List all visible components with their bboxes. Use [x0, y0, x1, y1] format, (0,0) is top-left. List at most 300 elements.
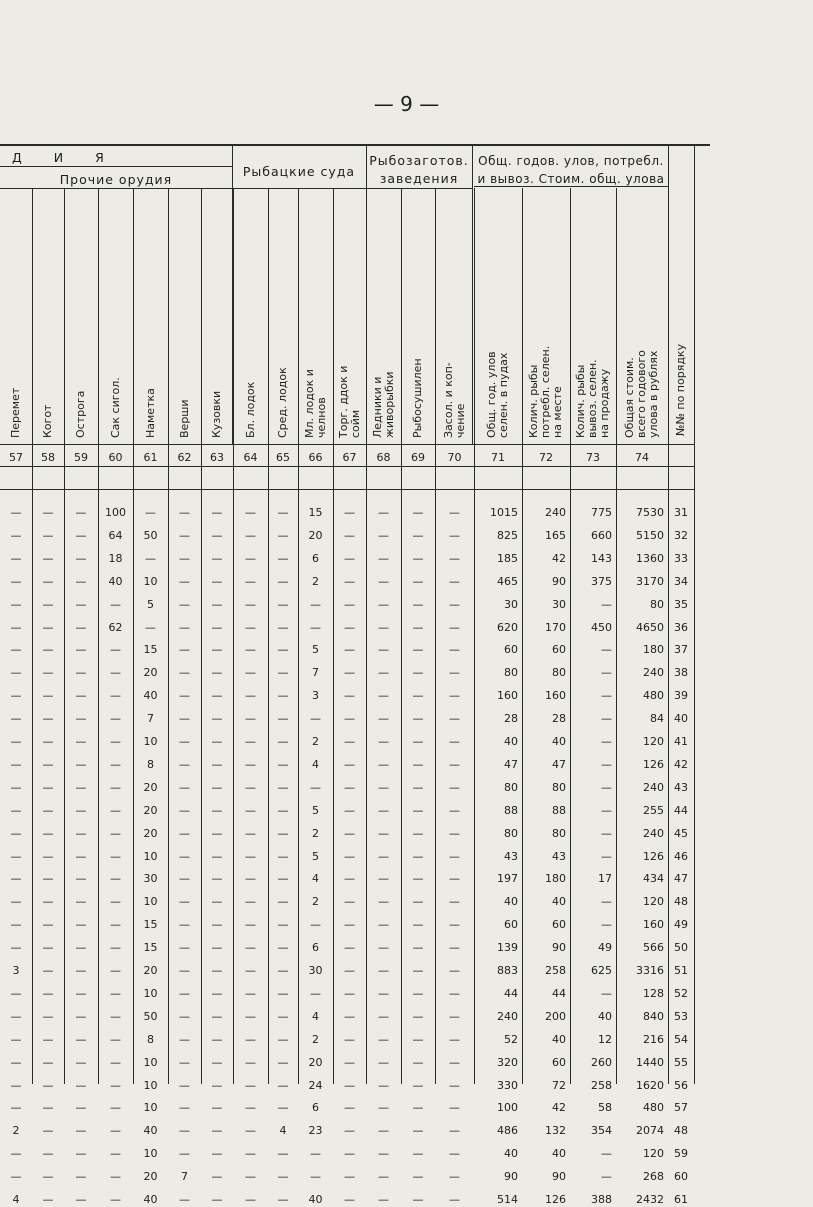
table-cell: — [412, 964, 424, 977]
table-cell: — [344, 620, 355, 634]
table-cell: — [10, 712, 22, 726]
table-cell: 90 [552, 574, 566, 588]
table-cell: — [10, 689, 22, 703]
table-cell: — [110, 1055, 121, 1069]
table-cell: — [412, 918, 424, 932]
table-cell: — [310, 712, 321, 726]
table-cell: 180 [545, 872, 566, 886]
table-cell: — [10, 803, 22, 817]
table-cell: — [179, 1055, 190, 1069]
table-cell: — [245, 1124, 256, 1138]
table-cell: 4 [12, 1193, 20, 1206]
table-cell: — [245, 1032, 256, 1046]
table-cell: — [75, 826, 87, 840]
table-cell: — [449, 1078, 460, 1092]
table-cell: — [344, 1078, 355, 1092]
column-number: 74 [635, 451, 649, 464]
table-cell: 120 [643, 1147, 664, 1161]
table-cell: — [42, 895, 54, 909]
table-cell: 90 [504, 1170, 518, 1184]
table-cell: — [42, 849, 54, 863]
table-cell: 4 [312, 872, 319, 886]
table-cell: — [75, 551, 87, 565]
table-cell: — [245, 643, 256, 657]
table-cell: — [110, 849, 121, 863]
table-cell: — [277, 712, 289, 726]
table-cell: — [378, 551, 389, 565]
table-cell: 566 [643, 941, 664, 955]
table-cell: 883 [497, 964, 518, 977]
table-cell: — [449, 1170, 460, 1184]
table-cell: — [110, 1193, 121, 1206]
table-cell: 170 [545, 620, 566, 634]
table-cell: — [378, 803, 389, 817]
table-cell: 126 [643, 757, 664, 771]
table-cell: 354 [591, 1124, 612, 1138]
table-cell: — [412, 803, 424, 817]
table-cell: 50 [143, 528, 158, 542]
column-number: 64 [243, 451, 258, 464]
table-cell: — [75, 918, 87, 932]
table-cell: 320 [497, 1055, 518, 1069]
column-header: Перемет [9, 387, 22, 438]
group-header-prochie-orudiya: Прочие орудия [59, 172, 173, 187]
table-cell: — [344, 1032, 355, 1046]
table-cell: — [378, 712, 389, 726]
table-cell: 20 [143, 826, 158, 840]
table-cell: — [110, 735, 121, 748]
table-cell: — [245, 826, 256, 840]
table-cell: — [601, 803, 612, 817]
table-cell: — [179, 666, 190, 680]
column-number: 58 [41, 451, 55, 464]
table-cell: — [449, 528, 460, 542]
column-number: 57 [9, 451, 23, 464]
column-number: 62 [177, 451, 192, 464]
table-cell: 12 [598, 1032, 612, 1046]
table-cell: — [277, 849, 289, 863]
table-cell: 216 [643, 1032, 664, 1046]
table-cell: — [179, 986, 190, 1000]
column-header: Острога [74, 390, 87, 438]
table-cell: — [378, 895, 389, 909]
table-cell: — [10, 528, 22, 542]
table-cell: — [10, 1170, 22, 1184]
table-cell: — [310, 597, 321, 611]
column-number: 71 [491, 451, 505, 464]
table-cell: 60 [552, 643, 566, 657]
table-cell: 1620 [636, 1078, 664, 1092]
table-cell: — [10, 986, 22, 1000]
table-cell: — [179, 643, 190, 657]
table-cell: — [179, 689, 190, 703]
table-cell: 40 [598, 1009, 612, 1023]
table-cell: — [277, 1032, 289, 1046]
table-cell: — [10, 620, 22, 634]
table-cell: — [179, 941, 190, 955]
table-cell: — [412, 574, 424, 588]
table-cell: — [42, 986, 54, 1000]
row-number-cell: 42 [674, 757, 688, 771]
column-header: Сред. лодок [276, 367, 289, 438]
table-cell: 15 [143, 918, 158, 932]
table-cell: — [378, 1193, 389, 1206]
table-cell: — [412, 826, 424, 840]
table-cell: 268 [643, 1170, 664, 1184]
table-cell: — [10, 849, 22, 863]
table-cell: — [245, 964, 256, 977]
rule-group-sep [472, 144, 473, 444]
table-cell: — [344, 780, 355, 794]
table-cell: — [277, 506, 289, 519]
column-header: Верши [177, 399, 191, 438]
table-cell: — [601, 986, 612, 1000]
table-cell: 160 [643, 918, 664, 932]
table-cell: — [211, 506, 223, 519]
table-cell: — [412, 1124, 424, 1138]
row-number-cell: 59 [674, 1147, 688, 1161]
table-cell: — [10, 941, 22, 955]
column-header: Колич. рыбы вывоз. селен. на продажу [574, 359, 611, 438]
table-cell: 80 [504, 666, 518, 680]
table-cell: — [310, 1147, 321, 1161]
table-cell: — [245, 872, 256, 886]
row-number-cell: 56 [674, 1078, 688, 1092]
table-cell: 62 [108, 620, 123, 634]
table-cell: — [378, 1009, 389, 1023]
row-number-cell: 60 [674, 1170, 688, 1184]
table-cell: — [378, 1170, 389, 1184]
table-cell: 24 [308, 1078, 323, 1092]
table-cell: — [211, 964, 223, 977]
table-cell: 660 [591, 528, 612, 542]
table-cell: — [601, 1147, 612, 1161]
table-cell: — [42, 528, 54, 542]
row-number-cell: 31 [674, 506, 688, 519]
table-cell: — [245, 689, 256, 703]
row-number-cell: 32 [674, 528, 688, 542]
table-cell: — [211, 1124, 223, 1138]
table-cell: 3 [12, 964, 20, 977]
table-cell: 100 [105, 506, 126, 519]
table-cell: 388 [591, 1193, 612, 1206]
table-cell: 2 [312, 735, 319, 748]
table-cell: — [211, 620, 223, 634]
table-cell: — [42, 826, 54, 840]
table-cell: — [75, 574, 87, 588]
table-cell: — [412, 1078, 424, 1092]
table-cell: 240 [497, 1009, 518, 1023]
table-cell: — [211, 712, 223, 726]
table-cell: 7 [181, 1170, 188, 1184]
column-header: Засол. и коп- чение [441, 362, 467, 438]
table-cell: — [110, 826, 121, 840]
table-cell: 126 [545, 1193, 566, 1206]
table-cell: — [211, 1193, 223, 1206]
row-number-cell: 34 [674, 574, 688, 588]
table-cell: 40 [552, 1147, 566, 1161]
column-header: Сак сигол. [108, 377, 122, 438]
table-cell: — [245, 918, 256, 932]
table-cell: 5 [312, 849, 319, 863]
rule-dni [0, 166, 232, 167]
table-cell: — [449, 895, 460, 909]
table-cell: — [75, 506, 87, 519]
row-number-cell: 48 [674, 895, 688, 909]
table-cell: — [75, 735, 87, 748]
table-cell: — [449, 826, 460, 840]
table-cell: 240 [643, 666, 664, 680]
table-cell: 197 [497, 872, 518, 886]
table-cell: — [42, 643, 54, 657]
table-cell: — [277, 1170, 289, 1184]
table-cell: 80 [552, 666, 566, 680]
table-cell: 40 [552, 895, 566, 909]
table-cell: — [344, 849, 355, 863]
table-cell: — [449, 506, 460, 519]
table-cell: — [310, 986, 321, 1000]
table-cell: 450 [591, 620, 612, 634]
table-cell: 90 [552, 1170, 566, 1184]
table-cell: — [378, 1147, 389, 1161]
table-cell: — [245, 1009, 256, 1023]
table-cell: — [110, 1078, 121, 1092]
table-cell: — [211, 1170, 223, 1184]
table-cell: — [412, 1170, 424, 1184]
table-cell: — [277, 620, 289, 634]
table-cell: — [412, 551, 424, 565]
table-cell: — [277, 826, 289, 840]
table-cell: — [344, 1193, 355, 1206]
table-cell: 40 [552, 1032, 566, 1046]
table-cell: — [412, 780, 424, 794]
table-cell: 88 [504, 803, 518, 817]
row-number-cell: 61 [674, 1193, 688, 1206]
table-cell: — [601, 689, 612, 703]
table-cell: 42 [552, 1101, 566, 1115]
table-cell: 43 [552, 849, 566, 863]
column-number: 65 [276, 451, 290, 464]
table-cell: 240 [643, 780, 664, 794]
row-number-cell: 47 [674, 872, 688, 886]
column-number: 59 [74, 451, 88, 464]
table-cell: 10 [143, 849, 158, 863]
table-cell: — [412, 895, 424, 909]
table-cell: 258 [545, 964, 566, 977]
table-cell: — [449, 849, 460, 863]
table-cell: — [449, 803, 460, 817]
table-cell: 28 [504, 712, 518, 726]
table-cell: — [179, 757, 190, 771]
table-cell: — [42, 780, 54, 794]
table-cell: — [245, 620, 256, 634]
rule-numbers-double [0, 489, 694, 490]
table-cell: — [412, 643, 424, 657]
table-cell: — [412, 849, 424, 863]
table-cell: — [42, 712, 54, 726]
table-cell: 40 [504, 1147, 518, 1161]
table-cell: 132 [545, 1124, 566, 1138]
table-cell: — [10, 666, 22, 680]
table-cell: — [10, 757, 22, 771]
table-cell: 40 [552, 735, 566, 748]
table-cell: — [378, 689, 389, 703]
table-cell: 10 [143, 1147, 158, 1161]
table-cell: 258 [591, 1078, 612, 1092]
table-cell: — [42, 1009, 54, 1023]
table-cell: — [211, 895, 223, 909]
row-number-cell: 53 [674, 1009, 688, 1023]
table-cell: 6 [312, 551, 319, 565]
table-cell: — [75, 1124, 87, 1138]
row-number-cell: 43 [674, 780, 688, 794]
table-cell: — [344, 918, 355, 932]
table-cell: 80 [504, 780, 518, 794]
table-cell: 1360 [636, 551, 664, 565]
table-cell: 2 [312, 895, 319, 909]
table-cell: 40 [143, 689, 158, 703]
table-cell: — [378, 666, 389, 680]
table-cell: — [344, 941, 355, 955]
table-cell: — [378, 780, 389, 794]
table-cell: — [277, 666, 289, 680]
table-cell: — [179, 1032, 190, 1046]
table-cell: — [10, 597, 22, 611]
table-cell: 120 [643, 735, 664, 748]
table-cell: — [601, 780, 612, 794]
table-cell: 20 [308, 1055, 323, 1069]
table-cell: — [179, 918, 190, 932]
table-cell: — [211, 1032, 223, 1046]
table-cell: 40 [143, 1193, 158, 1206]
table-cell: — [277, 735, 289, 748]
table-cell: — [179, 551, 190, 565]
table-cell: 2 [312, 826, 319, 840]
table-cell: 5 [312, 803, 319, 817]
table-cell: — [344, 712, 355, 726]
table-cell: 8 [147, 1032, 154, 1046]
table-cell: — [211, 1101, 223, 1115]
table-cell: — [412, 986, 424, 1000]
table-cell: 10 [143, 895, 158, 909]
table-cell: — [211, 826, 223, 840]
table-cell: — [449, 941, 460, 955]
table-cell: — [211, 941, 223, 955]
table-cell: — [245, 528, 256, 542]
table-cell: — [601, 757, 612, 771]
table-cell: — [601, 666, 612, 680]
table-cell: — [75, 712, 87, 726]
table-cell: — [42, 918, 54, 932]
table-cell: — [179, 872, 190, 886]
table-cell: — [601, 735, 612, 748]
table-cell: — [110, 597, 121, 611]
table-cell: — [179, 1124, 190, 1138]
rule-right [694, 144, 695, 1084]
table-cell: — [344, 597, 355, 611]
table-cell: — [10, 506, 22, 519]
column-number: 70 [447, 451, 462, 464]
row-number-cell: 37 [674, 643, 688, 657]
table-cell: 17 [598, 872, 612, 886]
table-cell: — [449, 872, 460, 886]
table-cell: — [412, 528, 424, 542]
table-cell: 1440 [636, 1055, 664, 1069]
table-cell: — [245, 597, 256, 611]
table-cell: 18 [108, 551, 123, 565]
table-cell: — [344, 1170, 355, 1184]
table-cell: — [344, 872, 355, 886]
table-cell: — [344, 986, 355, 1000]
table-cell: — [378, 757, 389, 771]
table-cell: — [378, 1032, 389, 1046]
table-cell: 840 [643, 1009, 664, 1023]
table-cell: — [245, 757, 256, 771]
table-cell: 825 [497, 528, 518, 542]
table-cell: 1015 [490, 506, 518, 519]
table-cell: — [179, 506, 190, 519]
column-number: 60 [108, 451, 123, 464]
table-cell: 7530 [636, 506, 664, 519]
table-cell: — [179, 1147, 190, 1161]
table-cell: 128 [643, 986, 664, 1000]
table-cell: — [277, 986, 289, 1000]
table-cell: — [211, 1009, 223, 1023]
table-cell: — [75, 1032, 87, 1046]
table-cell: 20 [143, 1170, 158, 1184]
table-cell: — [42, 1124, 54, 1138]
table-cell: — [277, 895, 289, 909]
table-cell: 50 [143, 1009, 158, 1023]
table-cell: 60 [552, 1055, 566, 1069]
table-cell: — [277, 941, 289, 955]
table-cell: — [412, 735, 424, 748]
rule-top [0, 144, 710, 146]
table-cell: 240 [643, 826, 664, 840]
table-cell: 20 [143, 780, 158, 794]
table-cell: — [245, 1055, 256, 1069]
table-cell: — [179, 964, 190, 977]
table-cell: — [601, 895, 612, 909]
table-cell: — [42, 803, 54, 817]
table-cell: 5 [147, 597, 154, 611]
table-cell: — [449, 551, 460, 565]
table-cell: 60 [504, 643, 518, 657]
table-cell: — [211, 689, 223, 703]
table-cell: 30 [552, 597, 566, 611]
table-cell: — [449, 689, 460, 703]
table-cell: 120 [643, 895, 664, 909]
table-cell: — [344, 689, 355, 703]
table-cell: — [344, 1009, 355, 1023]
table-cell: 330 [497, 1078, 518, 1092]
row-number-cell: 35 [674, 597, 688, 611]
table-cell: — [378, 941, 389, 955]
table-cell: — [211, 528, 223, 542]
table-cell: — [344, 1101, 355, 1115]
column-header: Когот [41, 404, 54, 438]
table-cell: — [449, 620, 460, 634]
table-cell: — [42, 666, 54, 680]
table-cell: 15 [143, 643, 158, 657]
table-cell: — [378, 1078, 389, 1092]
table-cell: 6 [312, 1101, 319, 1115]
table-cell: 480 [643, 1101, 664, 1115]
table-cell: — [449, 986, 460, 1000]
column-header: Ледники и живорыбки [370, 371, 396, 438]
table-cell: — [75, 849, 87, 863]
table-cell: — [344, 506, 355, 519]
